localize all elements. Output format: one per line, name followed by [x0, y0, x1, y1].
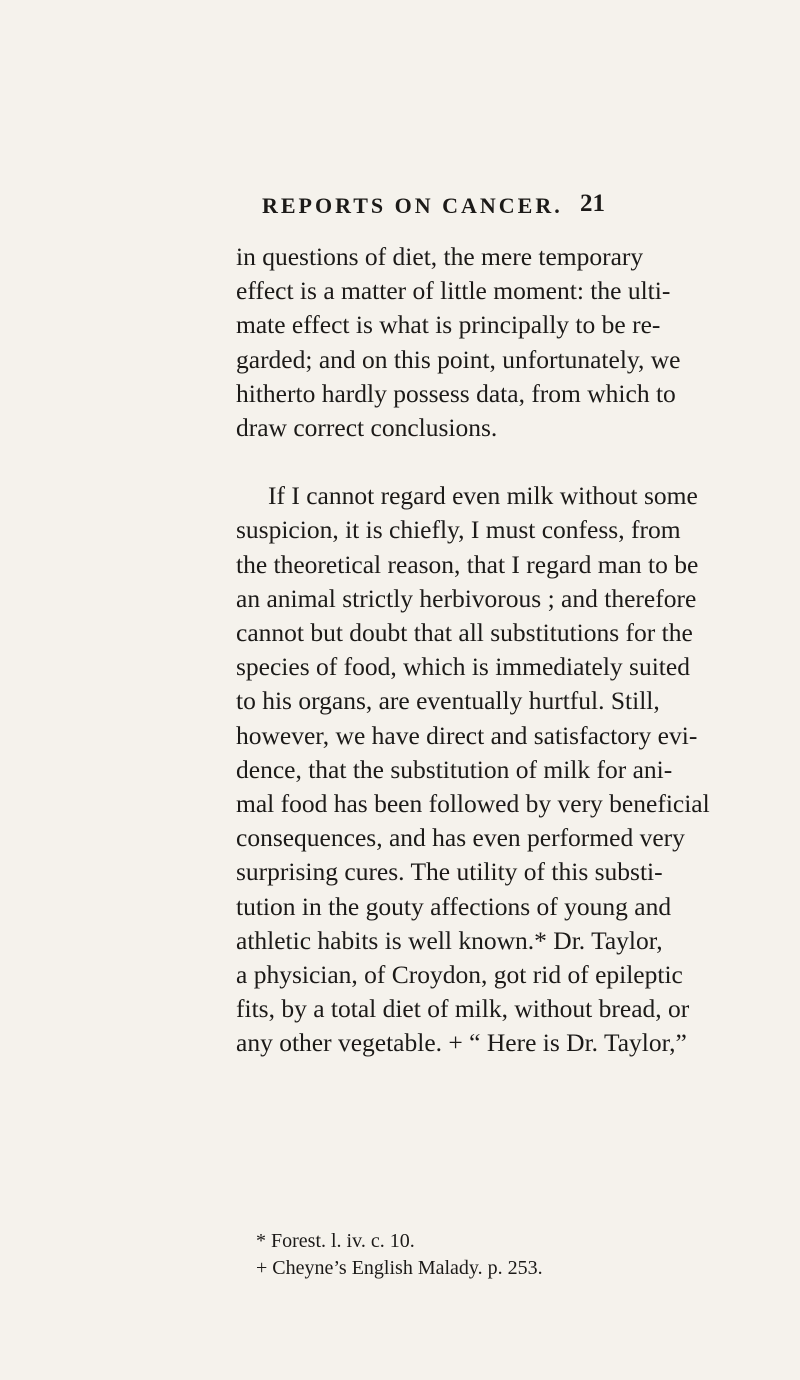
paragraph-2: [236, 479, 710, 1060]
text-line: consequences, and has even performed very: [236, 823, 685, 853]
text-line: mate effect is what is principally to be re-: [236, 310, 661, 340]
text-line: draw correct conclusions.: [236, 413, 498, 443]
text-line: tution in the gouty affections of young and: [236, 891, 672, 921]
text-line: hitherto hardly possess data, from which to: [236, 378, 676, 408]
paragraph-1: [236, 240, 681, 445]
text-line: suspicion, it is chiefly, I must confess, from: [236, 515, 681, 545]
body-text: [236, 240, 710, 1061]
text-line: If I cannot regard even milk without some: [268, 481, 698, 511]
footnote: + Cheyne’s English Malady. p. 253.: [256, 1257, 543, 1279]
footnote: * Forest. l. iv. c. 10.: [256, 1230, 415, 1252]
text-line: surprising cures. The utility of this substi-: [236, 857, 663, 887]
text-line: an animal strictly herbivorous ; and therefore: [236, 583, 697, 613]
text-line: fits, by a total diet of milk, without bread, or: [236, 994, 690, 1024]
text-line: athletic habits is well known.* Dr. Taylor,: [236, 925, 663, 955]
text-line: garded; and on this point, unfortunately, we: [236, 344, 681, 374]
text-line: species of food, which is immediately suited: [236, 652, 690, 682]
footnotes: [256, 1228, 543, 1282]
text-line: to his organs, are eventually hurtful. Still,: [236, 686, 660, 716]
text-line: effect is a matter of little moment: the ulti-: [236, 276, 671, 306]
paragraph-gap: [236, 445, 636, 479]
text-line: the theoretical reason, that I regard man to be: [236, 549, 699, 579]
text-line: in questions of diet, the mere temporary: [236, 242, 644, 271]
page-number: 21: [580, 190, 605, 217]
running-head: REPORTS ON CANCER.: [262, 193, 563, 218]
text-line: a physician, of Croydon, got rid of epileptic: [236, 960, 683, 990]
text-line: however, we have direct and satisfactory evi-: [236, 720, 698, 750]
text-line: any other vegetable. + “ Here is Dr. Taylor,”: [236, 1028, 687, 1058]
text-line: cannot but doubt that all substitutions for the: [236, 618, 693, 648]
text-line: dence, that the substitution of milk for ani-: [236, 754, 673, 784]
text-line: mal food has been followed by very beneficial: [236, 789, 710, 819]
